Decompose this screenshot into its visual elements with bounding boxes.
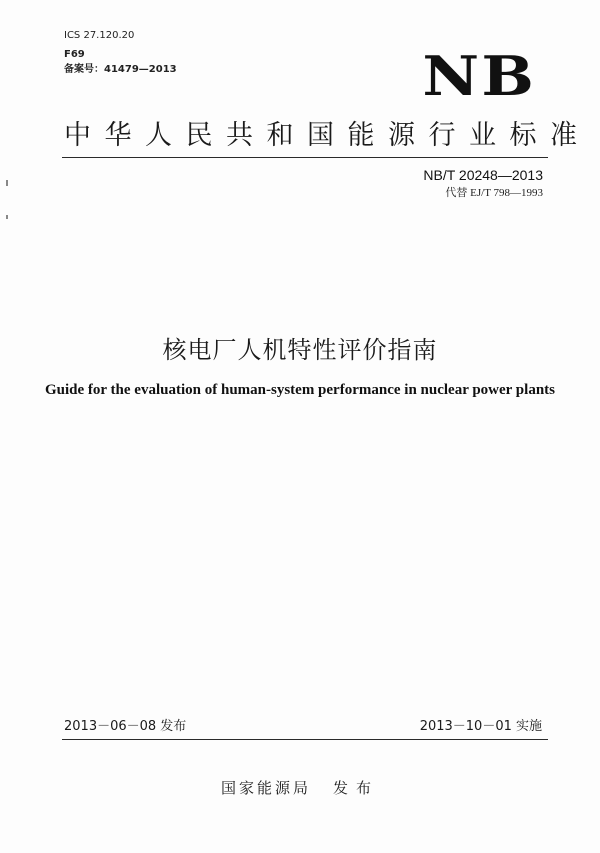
filing-number: 备案号：41479—2013 <box>64 64 177 75</box>
issuer-name: 国家能源局 <box>220 779 311 797</box>
ccs-code: F69 <box>64 49 85 60</box>
standard-number: NB/T 20248—2013 <box>423 167 543 183</box>
replaces-standard: 代替 EJ/T 798—1993 <box>445 187 543 199</box>
standard-category-title: 中华人民共和国能源行业标准 <box>64 120 591 151</box>
document-title-chinese: 核电厂人机特性评价指南 <box>162 336 438 364</box>
scan-mark <box>6 180 8 186</box>
top-divider <box>62 157 548 158</box>
ics-code: ICS 27.120.20 <box>64 30 135 41</box>
scan-mark <box>6 215 8 219</box>
bottom-divider <box>62 739 548 740</box>
publish-label: 发布 <box>333 779 380 797</box>
issuer-line <box>0 779 600 797</box>
nb-logo: NB <box>422 44 537 108</box>
document-title-english: Guide for the evaluation of human-system performance in nuclear power plants <box>45 382 555 398</box>
implementation-date: 2013－10－01 实施 <box>419 719 542 734</box>
issue-date: 2013－06－08 发布 <box>64 719 187 734</box>
